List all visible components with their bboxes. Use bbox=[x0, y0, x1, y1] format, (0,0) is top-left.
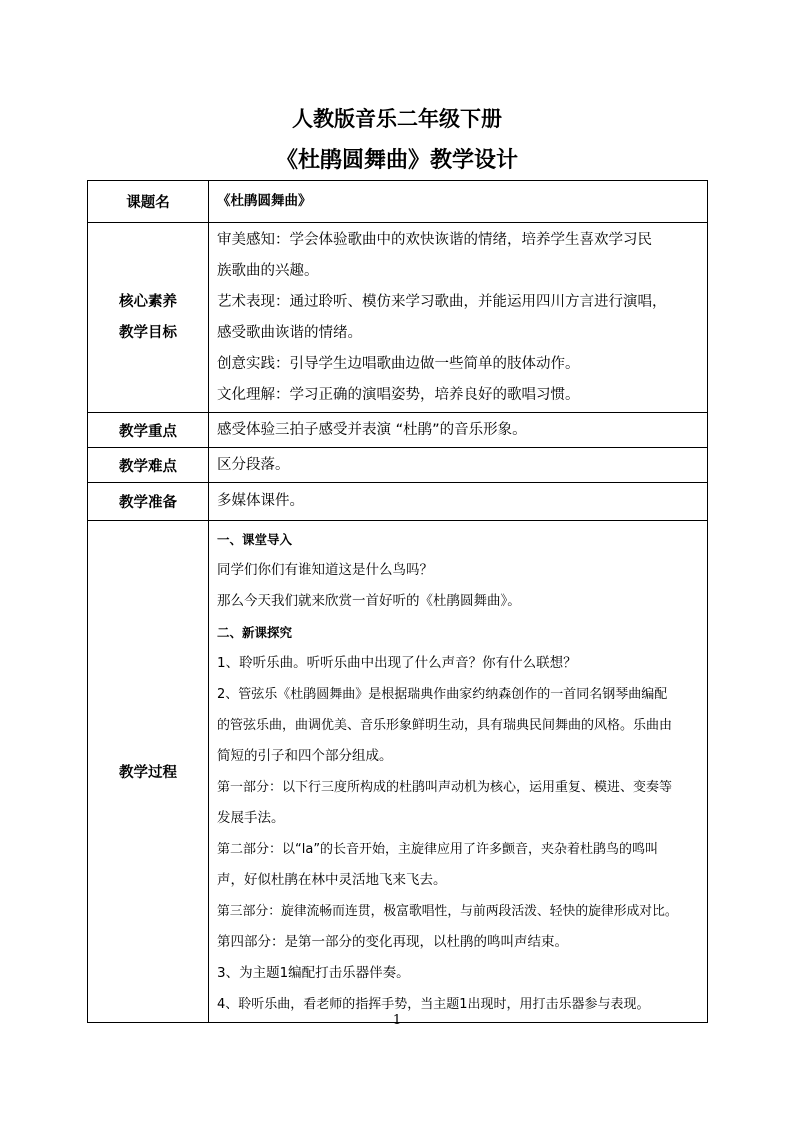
goals-label bbox=[88, 223, 209, 413]
goals-line: 族歌曲的兴趣。 bbox=[217, 262, 319, 279]
section-heading: 一、课堂导入 bbox=[217, 531, 293, 547]
process-line: 发展手法。 bbox=[217, 809, 285, 826]
prep-value: 多媒体课件。 bbox=[209, 483, 708, 521]
topic-label: 课题名 bbox=[88, 181, 209, 223]
difficulty-value: 区分段落。 bbox=[209, 448, 708, 483]
goals-line: 创意实践：引导学生边唱歌曲边做一些简单的肢体动作。 bbox=[217, 355, 580, 372]
process-label: 教学过程 bbox=[88, 521, 209, 1023]
table-row bbox=[88, 413, 708, 448]
process-line: 第四部分：是第一部分的变化再现，以杜鹃的鸣叫声结束。 bbox=[217, 933, 568, 950]
goals-content bbox=[209, 223, 708, 413]
process-line: 第一部分：以下行三度所构成的杜鹃叫声动机为核心，运用重复、模进、变奏等 bbox=[217, 779, 673, 795]
table-row bbox=[88, 223, 708, 413]
lesson-plan-table bbox=[87, 180, 708, 1023]
process-line: 那么今天我们就来欣赏一首好听的《杜鹃圆舞曲》。 bbox=[217, 592, 521, 609]
prep-label: 教学准备 bbox=[88, 483, 209, 521]
process-content bbox=[209, 521, 708, 1023]
process-line: 第二部分：以“la”的长音开始，主旋律应用了许多颤音，夹杂着杜鹃鸟的鸣叫 bbox=[217, 841, 659, 857]
goals-label-line2: 教学目标 bbox=[119, 324, 177, 341]
process-line: 3、为主题1编配打击乐器伴奏。 bbox=[217, 964, 410, 981]
section-heading: 二、新课探究 bbox=[217, 624, 293, 640]
process-line: 简短的引子和四个部分组成。 bbox=[217, 747, 393, 764]
goals-line: 审美感知：学会体验歌曲中的欢快诙谐的情绪，培养学生喜欢学习民 bbox=[217, 231, 652, 248]
key-value: 感受体验三拍子感受并表演 “杜鹃”的音乐形象。 bbox=[209, 413, 708, 448]
difficulty-label: 教学难点 bbox=[88, 448, 209, 483]
table-row bbox=[88, 521, 708, 1023]
process-line: 4、聆听乐曲，看老师的指挥手势，当主题1出现时，用打击乐器参与表现。 bbox=[217, 996, 650, 1012]
document-subtitle: 《杜鹃圆舞曲》教学设计 bbox=[275, 147, 518, 173]
topic-value: 《杜鹃圆舞曲》 bbox=[209, 181, 708, 223]
goals-line: 艺术表现：通过聆听、模仿来学习歌曲，并能运用四川方言进行演唱， bbox=[217, 293, 667, 310]
page-number: 1 bbox=[392, 1013, 402, 1028]
process-line: 同学们你们有谁知道这是什么鸟吗？ bbox=[217, 561, 433, 578]
process-line: 的管弦乐曲，曲调优美、音乐形象鲜明生动，具有瑞典民间舞曲的风格。乐曲由 bbox=[217, 717, 673, 733]
process-line: 声，好似杜鹃在林中灵活地飞来飞去。 bbox=[217, 871, 447, 888]
goals-label-line1: 核心素养 bbox=[119, 293, 177, 310]
table-row bbox=[88, 181, 708, 223]
document-title: 人教版音乐二年级下册 bbox=[292, 106, 502, 131]
process-line: 1、聆听乐曲。听听乐曲中出现了什么声音？你有什么联想？ bbox=[217, 654, 577, 671]
process-line: 2、管弦乐《杜鹃圆舞曲》是根据瑞典作曲家约纳森创作的一首同名钢琴曲编配 bbox=[217, 686, 668, 702]
goals-line: 文化理解：学习正确的演唱姿势，培养良好的歌唱习惯。 bbox=[217, 386, 580, 403]
key-label: 教学重点 bbox=[88, 413, 209, 448]
table-row bbox=[88, 483, 708, 521]
table-row bbox=[88, 448, 708, 483]
goals-line: 感受歌曲诙谐的情绪。 bbox=[217, 324, 362, 341]
process-line: 第三部分：旋律流畅而连贯，极富歌唱性，与前两段活泼、轻快的旋律形成对比。 bbox=[217, 903, 678, 919]
